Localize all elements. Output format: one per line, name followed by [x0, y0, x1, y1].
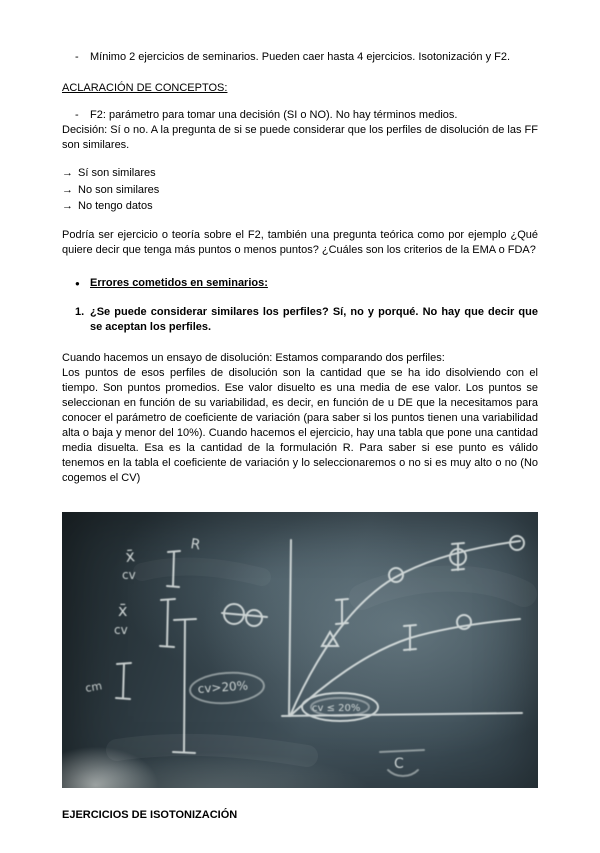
bullet-icon: ●	[75, 278, 80, 288]
chalk-label-xbar: x̄	[118, 600, 128, 620]
chalk-label-c-axis: C	[394, 755, 404, 772]
error-bar	[167, 600, 168, 646]
dash-icon: -	[75, 51, 79, 63]
dissolution-curve-lower	[290, 619, 520, 716]
arrow-list-item	[62, 182, 538, 199]
big-error-bar	[184, 620, 185, 752]
chalk-label-r: R	[189, 535, 202, 553]
arrow-list-item	[62, 165, 538, 182]
intro-bullet-text: Mínimo 2 ejercicios de seminarios. Pueden caer hasta 4 ejercicios. Isotonización y F2.	[90, 51, 511, 63]
arrow-right-icon: →	[62, 183, 73, 196]
arrow-list	[62, 165, 538, 215]
chalk-label-cv: cv	[122, 567, 136, 582]
dash-icon: -	[75, 109, 79, 121]
chalk-label-cv-gt-20: cv>20%	[197, 678, 249, 696]
numbered-item-1	[62, 305, 538, 335]
decision-paragraph: Decisión: Sí o no. A la pregunta de si se puede considerar que los perfiles de disolución de las FF son similares.	[62, 124, 538, 151]
arrow-right-icon: →	[62, 200, 73, 212]
intro-bullet	[62, 50, 538, 65]
errores-heading-item	[62, 276, 538, 291]
chalkboard-drawing	[62, 512, 538, 788]
chalk-label-cm: cm	[84, 678, 104, 695]
podria-paragraph: Podría ser ejercicio o teoría sobre el F2, también una pregunta teórica como por ejemplo ¿Qué quiere decir que tenga más puntos o menos puntos? ¿Cuáles son los criterios de la EMA o FDA?	[62, 228, 538, 256]
error-bar	[173, 552, 174, 586]
chalk-label-cv: cv	[114, 622, 128, 637]
long-paragraph: Los puntos de esos perfiles de disolución son la cantidad que se ha ido disolviendo con el tiempo. Son puntos promedios. Ese valor disuelto es una media de ese valor. Los puntos se seleccionan en función de su variabilidad, es decir, en función de u DE que la necesitamos para conocer el parámetro de coeficiente de variación (para saber si los puntos tienen una variabilidad alta o baja y menor del 10%). Cuando hacemos el ejercicio, hay una tabla que pone una cantidad media disuelta. Esa es la cantidad de la formulación R. Para saber si ese punto es válido tenemos en la tabla el coeficiente de variación y lo seleccionaremos o no si es muy alto o no (No cogemos el CV)	[62, 366, 538, 484]
f2-bullet	[62, 108, 538, 123]
arrow-item-label: No son similares	[78, 183, 160, 196]
arrow-list-item	[62, 198, 538, 215]
dissolution-curve-upper	[290, 541, 520, 716]
chalk-smudges	[117, 566, 524, 755]
arrow-item-label: No tengo datos	[78, 200, 153, 212]
ejercicios-heading: EJERCICIOS DE ISOTONIZACIÓN	[62, 808, 238, 821]
item-1-text: ¿Se puede considerar similares los perfiles? Sí, no y porqué. No hay que decir que se aceptan los perfiles.	[90, 305, 538, 333]
ensayo-line: Cuando hacemos un ensayo de disolución: Estamos comparando dos perfiles:	[62, 351, 445, 364]
circled-point	[246, 610, 262, 626]
error-bar	[123, 664, 124, 698]
chalkboard-photo	[62, 512, 538, 788]
item-number: 1.	[75, 305, 85, 318]
errores-heading-text: Errores cometidos en seminarios:	[90, 276, 268, 289]
concept-heading: ACLARACIÓN DE CONCEPTOS:	[62, 82, 228, 94]
chalk-label-xbar: x̄	[124, 545, 136, 566]
arrow-item-label: Sí son similares	[78, 167, 156, 179]
arrow-right-icon: →	[62, 167, 73, 179]
y-axis	[289, 540, 291, 716]
f2-bullet-text: F2: parámetro para tomar una decisión (SI o NO). No hay términos medios.	[90, 109, 458, 121]
chalk-label-cv-le-20: cv ≤ 20%	[312, 702, 361, 714]
